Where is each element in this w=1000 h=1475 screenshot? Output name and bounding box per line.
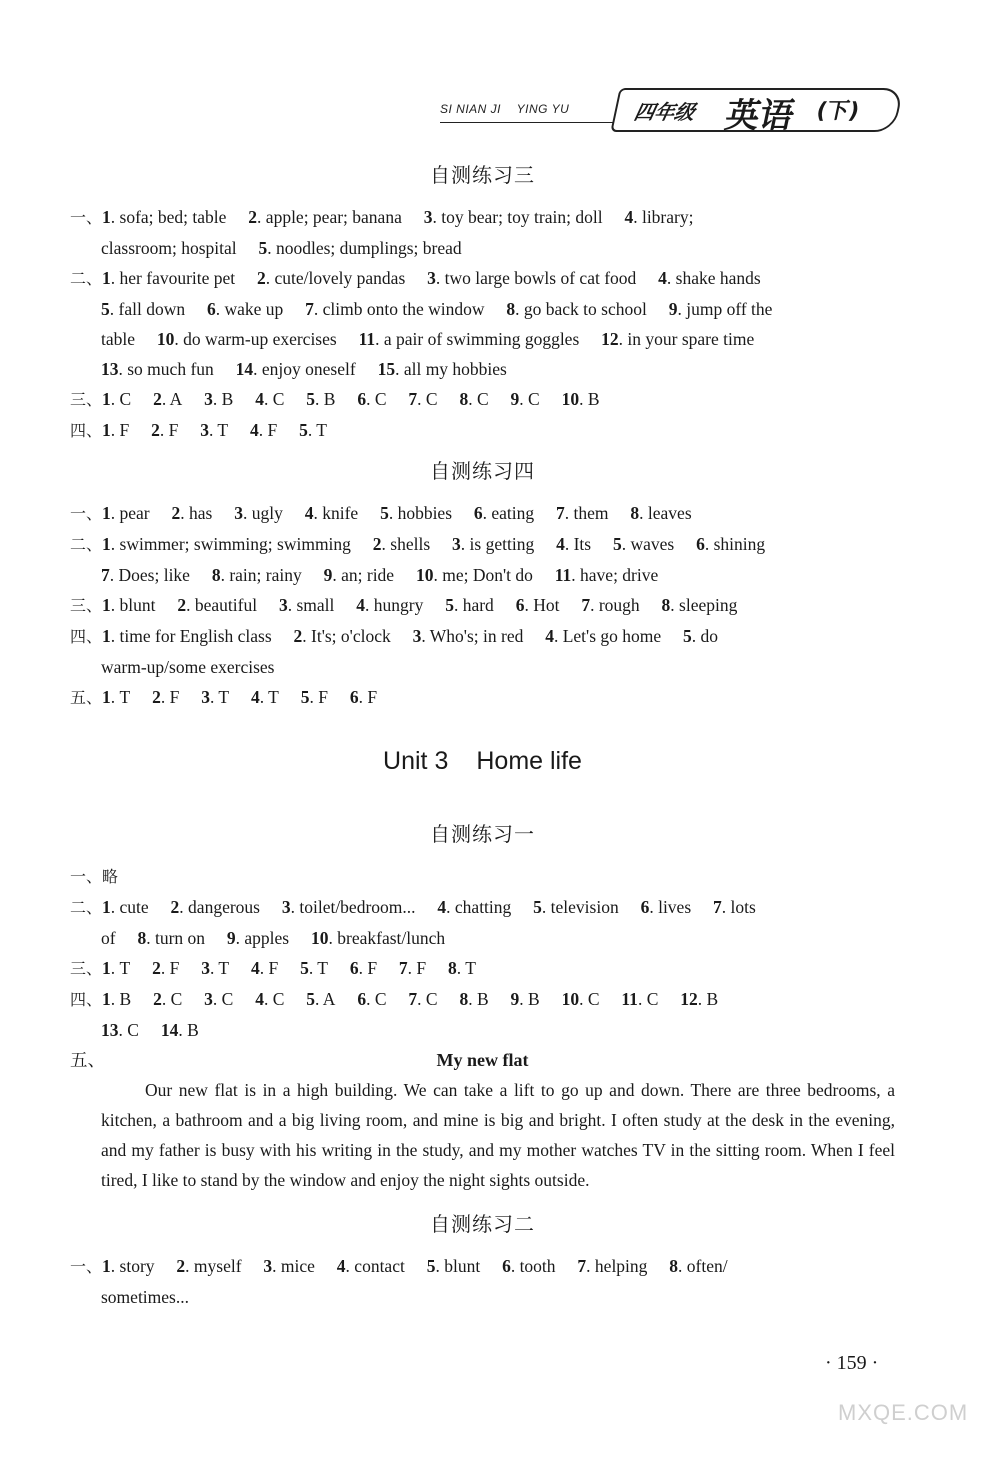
book-logo xyxy=(610,88,903,136)
question-group-marker: 一、 xyxy=(70,867,103,886)
page-number: · 159 · xyxy=(825,1352,879,1374)
answer-line xyxy=(70,560,895,590)
question-group-marker: 四、 xyxy=(70,990,103,1009)
page-header xyxy=(440,86,900,136)
answer-line xyxy=(70,415,895,446)
answer-line xyxy=(70,923,895,953)
answer-line xyxy=(70,682,895,713)
answer-text: warm-up/some exercises xyxy=(101,657,275,677)
answer-content xyxy=(70,150,895,1312)
answer-text: 1. B 2. C 3. C 4. C 5. A 6. C 7. C 8. B 9. B 10. C 11. C 12. B xyxy=(102,989,719,1009)
answer-line xyxy=(70,233,895,263)
answer-line xyxy=(70,498,895,529)
question-group-marker: 四、 xyxy=(70,421,103,440)
answer-line xyxy=(70,621,895,652)
question-group-marker: 三、 xyxy=(70,390,103,409)
answer-line xyxy=(70,384,895,415)
answer-text: table 10. do warm-up exercises 11. a pair of swimming goggles 12. in your spare time xyxy=(101,329,755,349)
answer-text: 1. swimmer; swimming; swimming 2. shells 3. is getting 4. Its 5. waves 6. shining xyxy=(102,534,766,554)
answer-text: 13. so much fun 14. enjoy oneself 15. all my hobbies xyxy=(101,359,507,379)
section-title: 自测练习三 xyxy=(430,163,535,187)
answer-text: 1. her favourite pet 2. cute/lovely pandas 3. two large bowls of cat food 4. shake hands xyxy=(102,268,761,288)
section-title: 自测练习四 xyxy=(430,459,535,483)
answer-line xyxy=(70,354,895,384)
answer-text: 1. T 2. F 3. T 4. T 5. F 6. F xyxy=(102,687,378,707)
answer-line xyxy=(70,294,895,324)
answer-text: 5. fall down 6. wake up 7. climb onto the window 8. go back to school 9. jump off the xyxy=(101,299,773,319)
answer-text: 1. pear 2. has 3. ugly 4. knife 5. hobbies 6. eating 7. them 8. leaves xyxy=(102,503,692,523)
answer-text: of 8. turn on 9. apples 10. breakfast/lunch xyxy=(101,928,446,948)
logo-grade: 四年级 xyxy=(632,100,698,124)
logo-volume: (下) xyxy=(814,99,862,124)
answer-line xyxy=(70,861,895,892)
question-group-marker: 五、 xyxy=(70,688,103,707)
answer-line xyxy=(70,324,895,354)
header-rule xyxy=(440,122,620,123)
answer-text: 1. F 2. F 3. T 4. F 5. T xyxy=(102,420,327,440)
pinyin-grade: SI NIAN JI xyxy=(440,102,502,116)
answer-line xyxy=(70,529,895,560)
question-group-marker: 一、 xyxy=(70,208,103,227)
answer-text: 13. C 14. B xyxy=(101,1020,199,1040)
question-group-marker: 三、 xyxy=(70,596,103,615)
answer-line xyxy=(70,953,895,984)
pinyin-subject: YING YU xyxy=(516,102,570,116)
question-group-marker: 二、 xyxy=(70,269,103,288)
question-group-marker: 二、 xyxy=(70,898,103,917)
unit-name: Home life xyxy=(476,747,582,775)
answer-text: 1. story 2. myself 3. mice 4. contact 5. blunt 6. tooth 7. helping 8. often/ xyxy=(102,1256,728,1276)
answer-text: 略 xyxy=(102,867,119,886)
answer-text: 7. Does; like 8. rain; rainy 9. an; ride 10. me; Don't do 11. have; drive xyxy=(101,565,659,585)
answer-line xyxy=(70,1251,895,1282)
essay-body xyxy=(70,1075,895,1195)
section-title: 自测练习一 xyxy=(430,822,535,846)
question-group-marker: 四、 xyxy=(70,627,103,646)
header-pinyin xyxy=(440,102,581,116)
answer-text: 1. T 2. F 3. T 4. F 5. T 6. F 7. F 8. T xyxy=(102,958,476,978)
answer-line xyxy=(70,590,895,621)
essay-heading xyxy=(70,1045,895,1075)
answer-line xyxy=(70,652,895,682)
answer-text: 1. sofa; bed; table 2. apple; pear; banana 3. toy bear; toy train; doll 4. library; xyxy=(102,207,694,227)
essay-title: My new flat xyxy=(436,1050,529,1070)
logo-subject: 英语 xyxy=(721,96,798,136)
answer-line xyxy=(70,202,895,233)
answer-line xyxy=(70,984,895,1015)
part-unit2-review xyxy=(70,160,895,713)
part-unit3-review xyxy=(70,819,895,1312)
answer-line xyxy=(70,892,895,923)
answer-text: 1. cute 2. dangerous 3. toilet/bedroom... 4. chatting 5. television 6. lives 7. lots xyxy=(102,897,756,917)
answer-text: 1. time for English class 2. It's; o'clock 3. Who's; in red 4. Let's go home 5. do xyxy=(102,626,719,646)
answer-text: 1. C 2. A 3. B 4. C 5. B 6. C 7. C 8. C 9. C 10. B xyxy=(102,389,600,409)
site-watermark: MXQE.COM xyxy=(838,1400,969,1425)
answer-text: sometimes... xyxy=(101,1287,189,1307)
question-group-marker: 一、 xyxy=(70,504,103,523)
answer-text: classroom; hospital 5. noodles; dumplings; bread xyxy=(101,238,462,258)
answer-text: 1. blunt 2. beautiful 3. small 4. hungry 5. hard 6. Hot 7. rough 8. sleeping xyxy=(102,595,738,615)
essay-paragraph: Our new flat is in a high building. We can take a lift to go up and down. There are three bedrooms, a kitchen, a bathroom and a big living room, and mine is big and bright. I often study at the desk in the evening, and my father is busy with his writing in the study, and my mother watches TV in the sitting room. When I feel tired, I like to stand by the window and enjoy the night sights outside. xyxy=(101,1080,895,1190)
answer-line xyxy=(70,263,895,294)
unit-label: Unit 3 xyxy=(383,747,449,775)
question-group-marker: 三、 xyxy=(70,959,103,978)
unit-title xyxy=(70,743,895,779)
answer-line xyxy=(70,1282,895,1312)
answer-line xyxy=(70,1015,895,1045)
question-group-marker: 二、 xyxy=(70,535,103,554)
section-title: 自测练习二 xyxy=(430,1212,535,1236)
question-group-marker: 一、 xyxy=(70,1257,103,1276)
question-group-marker: 五、 xyxy=(70,1050,105,1070)
